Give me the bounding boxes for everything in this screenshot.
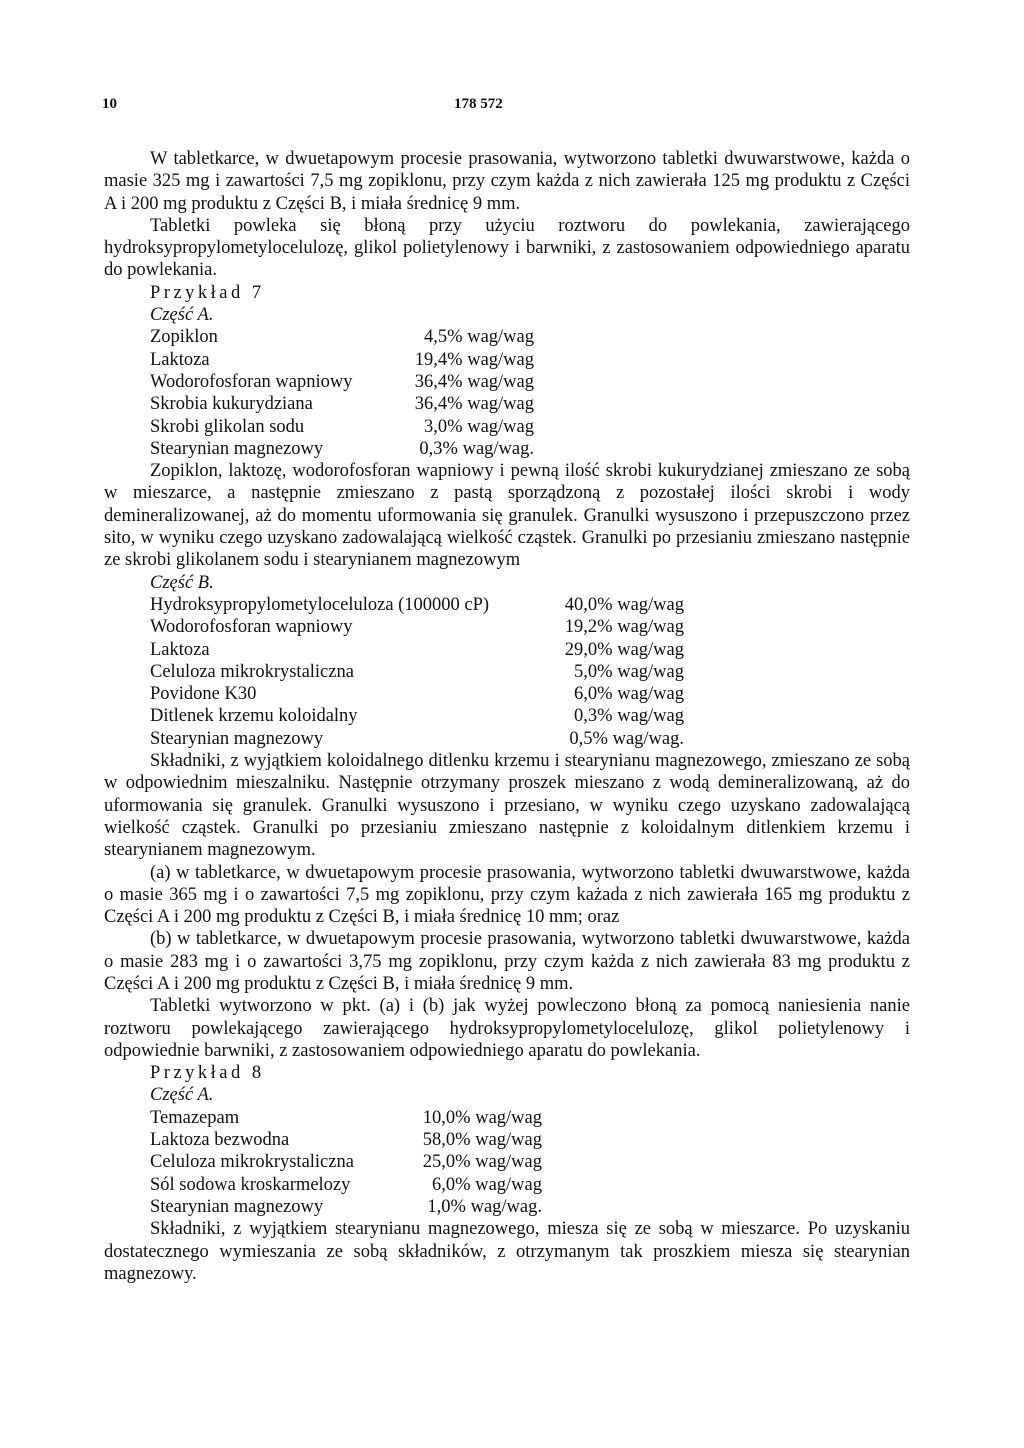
ingredient-row [150,1129,910,1151]
ingredient-value: 5,0% wag/wag [574,661,684,682]
document-number: 178 572 [454,96,503,112]
ingredient-row [150,705,910,727]
ingredient-name: Laktoza [150,639,210,660]
ingredient-value: 40,0% wag/wag [564,594,684,615]
ingredient-name: Wodorofosforan wapniowy [150,617,353,638]
ingredient-value: 3,0% wag/wag [424,416,534,437]
ingredient-row [150,326,910,348]
ingredient-name: Laktoza bezwodna [150,1130,290,1151]
ingredient-name: Stearynian magnezowy [150,438,324,459]
ingredient-name: Sól sodowa kroskarmelozy [150,1174,351,1195]
ingredient-name: Zopiklon [150,327,218,348]
ingredient-value: 19,2% wag/wag [564,617,684,638]
ingredient-name: Hydroksypropylometyloceluloza (100000 cP) [150,594,490,615]
ingredient-row [150,438,910,460]
paragraph-coating: Tabletki powleka się błoną przy użyciu roztworu do powlekania, zawierającego hydroksypropylometylocelulozę, glikol polietylenowy i barwniki, z zastosowaniem odpowiedniego aparatu do powlekania. [104,215,910,281]
ingredient-row [150,683,910,705]
ingredient-row [150,371,910,393]
ingredient-value: 4,5% wag/wag [424,327,534,348]
example-7-part-b-heading: Część B. [150,572,214,593]
example-8-part-a-table [104,1107,910,1218]
example-8-part-a-description: Składniki, z wyjątkiem stearynianu magnezowego, miesza się ze sobą w mieszarce. Po uzyskaniu dostatecznego wymieszania ze sobą składników, z otrzymanym tak proszkiem miesza się stearynian magnezowy. [104,1219,910,1284]
ingredient-name: Povidone K30 [150,684,257,705]
ingredient-value: 0,3% wag/wag [574,706,684,727]
ingredient-value: 19,4% wag/wag [414,349,534,370]
example-7-variant-b: (b) w tabletkarce, w dwuetapowym procesie prasowania, wytworzono tabletki dwuwarstwowe, każda o masie 283 mg i o zawartości 3,75 mg zopiklonu, przy czym każda z nich zawierała 83 mg produktu z Części A i 200 mg produktu z Części B, i miała średnicę 9 mm. [104,929,910,994]
example-7-variant-a: (a) w tabletkarce, w dwuetapowym procesie prasowania, wytworzono tabletki dwuwarstwowe, każda o masie 365 mg i o zawartości 7,5 mg zopiklonu, przy czym każada z nich zawierała 165 mg produktu z Części A i 200 mg produktu z Części B, i miała średnicę 10 mm; oraz [104,862,910,928]
ingredient-value: 36,4% wag/wag [414,371,534,392]
ingredient-name: Wodorofosforan wapniowy [150,371,353,392]
ingredient-row [150,349,910,371]
ingredient-row [150,1196,910,1218]
ingredient-name: Laktoza [150,349,210,370]
ingredient-name: Ditlenek krzemu koloidalny [150,706,358,727]
ingredient-row [150,416,910,438]
example-7-part-a-description: Zopiklon, laktozę, wodorofosforan wapniowy i pewną ilość skrobi kukurydzianej zmieszano ze sobą w mieszarce, a następnie zmieszano z pastą sporządzoną z pozostałej ilości skrobi i wody demineralizowanej, aż do momentu uformowania się granulek. Granulki wysuszono i przepuszczono przez sito, w wyniku czego uzyskano zadowalającą wielkość cząstek. Granulki po przesianiu zmieszano następnie ze skrobi glikolanem sodu i stearynianem magnezowym [104,461,910,571]
ingredient-row [150,1107,910,1129]
paragraph-tableting: W tabletkarce, w dwuetapowym procesie prasowania, wytworzono tabletki dwuwarstwowe, każda o masie 325 mg i zawartości 7,5 mg zopiklonu, przy czym każda z nich zawierała 125 mg produktu z Części A i 200 mg produktu z Części B, i miała średnicę 9 mm. [104,149,910,214]
ingredient-name: Skrobia kukurydziana [150,394,313,415]
ingredient-value: 58,0% wag/wag [422,1130,542,1151]
ingredient-row [150,639,910,661]
ingredient-value: 1,0% wag/wag. [427,1196,542,1217]
ingredient-row [150,1151,910,1173]
ingredient-row [150,728,910,750]
ingredient-name: Celuloza mikrokrystaliczna [150,661,354,682]
ingredient-name: Skrobi glikolan sodu [150,416,305,437]
ingredient-row [150,393,910,415]
ingredient-row [150,661,910,683]
page-number: 10 [102,96,117,112]
ingredient-row [150,616,910,638]
example-7-part-b-table [104,594,910,750]
ingredient-value: 10,0% wag/wag [422,1107,542,1128]
ingredient-name: Temazepam [150,1107,240,1128]
ingredient-name: Stearynian magnezowy [150,1196,324,1217]
ingredient-value: 25,0% wag/wag [422,1152,542,1173]
example-7-part-a-table [104,326,910,460]
example-7-part-a-heading: Część A. [150,305,214,326]
example-7-part-b-description: Składniki, z wyjątkiem koloidalnego ditlenku krzemu i stearynianu magnezowego, zmieszano ze sobą w odpowiednim mieszalniku. Następnie otrzymany proszek mieszano z wodą demineralizowaną, aż do uformowania się granulek. Granulki wysuszono i przesiano, w wyniku czego uzyskano zadowalającą wielkość cząstek. Granulki po przesianiu zmieszano następnie z koloidalnym ditlenkiem krzemu i stearynianem magnezowym. [104,751,910,861]
example-8-heading: Przykład 8 [150,1063,265,1084]
document-body [104,148,910,1285]
ingredient-value: 36,4% wag/wag [414,394,534,415]
ingredient-name: Celuloza mikrokrystaliczna [150,1152,354,1173]
example-8-part-a-heading: Część A. [150,1085,214,1106]
ingredient-value: 6,0% wag/wag [432,1174,542,1195]
ingredient-value: 6,0% wag/wag [574,684,684,705]
ingredient-row [150,594,910,616]
ingredient-row [150,1174,910,1196]
example-7-coating: Tabletki wytworzono w pkt. (a) i (b) jak wyżej powleczono błoną za pomocą naniesienia nanie roztworu powlekającego zawierającego hydroksypropylometylocelulozę, glikol polietylenowy i odpowiednie barwniki, z zastosowaniem odpowiedniego aparatu do powlekania. [104,996,910,1061]
ingredient-value: 0,3% wag/wag. [419,438,534,459]
ingredient-value: 0,5% wag/wag. [569,728,684,749]
ingredient-name: Stearynian magnezowy [150,728,324,749]
ingredient-value: 29,0% wag/wag [564,639,684,660]
example-7-heading: Przykład 7 [150,282,265,303]
